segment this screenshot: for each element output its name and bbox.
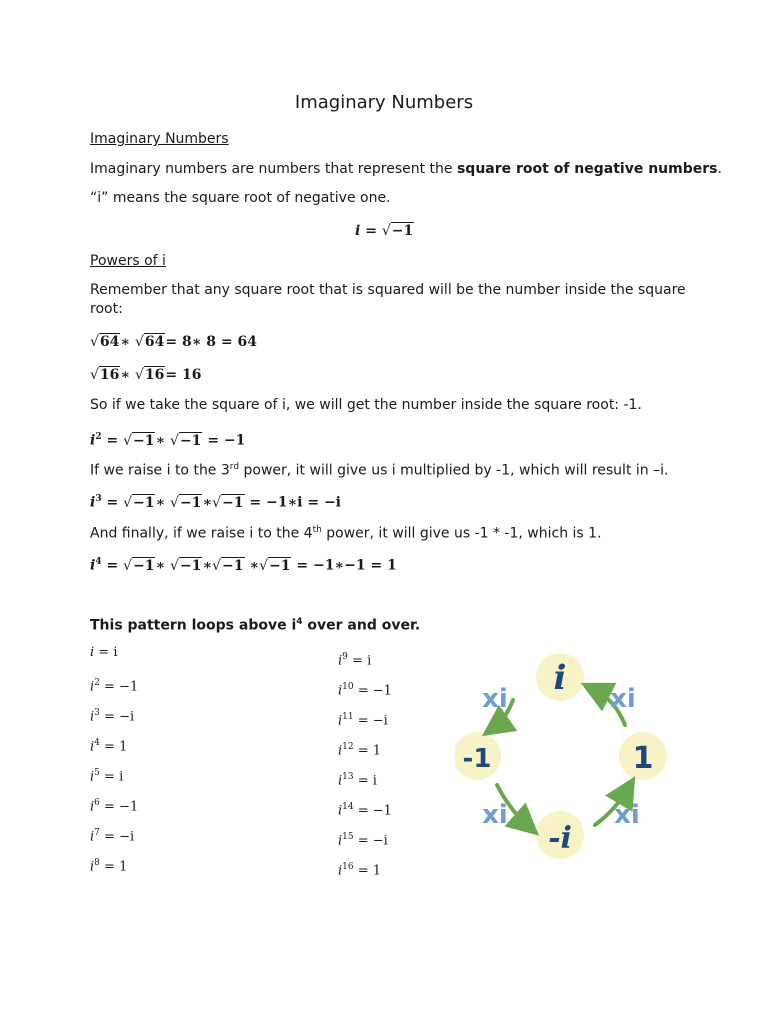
power-value: = i — [99, 769, 124, 785]
def-eq: = — [365, 223, 377, 239]
power-exponent: 16 — [342, 862, 354, 872]
i4-result: = −1∗−1 = 1 — [296, 557, 397, 574]
fourth-sup: th — [312, 525, 322, 535]
power-base: i — [338, 713, 343, 729]
power-row — [90, 704, 134, 726]
power-value: = i — [353, 773, 377, 789]
power-value: = −i — [99, 709, 135, 725]
power-base: i — [90, 769, 95, 785]
third-text-a: If we raise i to the 3 — [90, 462, 230, 479]
power-base: i — [338, 863, 343, 879]
power-value: = 1 — [99, 859, 128, 875]
i3-radicand-a: −1 — [133, 494, 155, 511]
node-right-label: 1 — [632, 741, 654, 776]
ex2-result: = 16 — [165, 367, 202, 383]
ex2-radicand-b: 16 — [144, 367, 165, 383]
third-sup: rd — [229, 462, 240, 472]
power-base: i — [338, 683, 343, 699]
node-bottom — [536, 811, 584, 859]
pattern-text-a: This pattern loops above i — [90, 617, 297, 634]
third-text-b: power, it will give us i multiplied by -1, which will result in –i. — [239, 462, 669, 479]
power-row — [338, 678, 392, 700]
i3-base: i — [90, 494, 96, 511]
remember-text-2: root: — [90, 301, 123, 317]
intro-text: Imaginary numbers are numbers that represent the — [90, 161, 457, 177]
multiplier-bottom-left: xi — [482, 800, 508, 830]
power-row — [90, 674, 138, 696]
i3-radicand-c: −1 — [222, 494, 244, 511]
multiplier-bottom-right: xi — [614, 800, 640, 830]
power-row — [338, 798, 392, 820]
multiplier-top-right: xi — [610, 684, 636, 714]
power-row — [338, 858, 381, 880]
fourth-power-text — [90, 521, 602, 543]
power-row — [338, 738, 381, 760]
power-row — [90, 764, 123, 786]
ex2-radicand-a: 16 — [99, 367, 120, 383]
power-exponent: 2 — [94, 678, 100, 688]
power-row — [90, 824, 134, 846]
power-value: = 1 — [353, 743, 382, 759]
power-row — [338, 768, 377, 790]
i2-radicand: −1 — [133, 432, 155, 449]
power-value: = 1 — [353, 863, 382, 879]
power-value: = −i — [353, 833, 388, 849]
i-fourth-equation: $i^4$ = √−1∗ √−1∗√−1 ∗√−1 = −1∗−1 = 1 — [90, 557, 397, 574]
multiplier-top-left: xi — [482, 684, 508, 714]
pattern-text-b: over and over. — [302, 617, 421, 634]
power-base: i — [338, 803, 343, 819]
section-heading-imaginary-numbers: Imaginary Numbers — [90, 131, 229, 147]
power-value: = −i — [99, 829, 135, 845]
power-base: i — [338, 833, 343, 849]
i2-result: = −1 — [207, 432, 246, 449]
i2-exponent: 2 — [95, 432, 102, 442]
node-top — [536, 653, 584, 701]
node-bottom-label: -i — [548, 821, 572, 856]
power-base: i — [90, 799, 95, 815]
power-row — [90, 644, 118, 662]
power-value: = −1 — [353, 683, 392, 699]
power-value: = i — [94, 645, 118, 660]
power-exponent: 15 — [342, 832, 354, 842]
power-exponent: 13 — [342, 772, 354, 782]
so-text: So if we take the square of i, we will get the number inside the square root: -1. — [90, 397, 642, 413]
i4-radicand-d: −1 — [269, 557, 291, 574]
power-exponent: 9 — [342, 652, 348, 662]
i3-exponent: 3 — [95, 494, 102, 504]
remember-text-1: Remember that any square root that is squared will be the number inside the square — [90, 282, 686, 298]
power-exponent: 5 — [94, 768, 100, 778]
power-value: = −1 — [353, 803, 392, 819]
power-exponent: 8 — [94, 858, 100, 868]
i2-base: i — [90, 432, 96, 449]
i4-base: i — [90, 557, 96, 574]
i3-result: = −1∗i = −i — [249, 494, 342, 511]
i-squared-equation: $i^2$ = √−1∗ √−1 = −1 — [90, 432, 246, 449]
i2-radicand-b: −1 — [179, 432, 202, 449]
power-base: i — [338, 743, 343, 759]
section-heading-powers-of-i: Powers of i — [90, 253, 166, 269]
node-left — [455, 732, 501, 780]
i3-radicand-b: −1 — [179, 494, 202, 511]
example-sqrt-16: √16∗ √16= 16 — [90, 367, 202, 383]
node-top-label: i — [553, 658, 567, 698]
i4-radicand-b: −1 — [179, 557, 202, 574]
power-row — [338, 708, 388, 730]
power-base: i — [90, 859, 95, 875]
power-row — [90, 854, 127, 876]
power-value: = i — [347, 653, 372, 669]
power-base: i — [90, 679, 95, 695]
power-base: i — [90, 645, 95, 660]
power-exponent: 14 — [342, 802, 354, 812]
power-value: = 1 — [99, 739, 128, 755]
power-row — [338, 828, 388, 850]
ex1-radicand-b: 64 — [144, 334, 165, 350]
i-definition-equation — [355, 222, 414, 240]
pattern-loops-text — [90, 613, 420, 635]
power-base: i — [338, 653, 343, 669]
power-base: i — [338, 773, 343, 789]
page-title: Imaginary Numbers — [294, 92, 474, 113]
power-value: = −i — [353, 713, 388, 729]
power-row — [90, 794, 138, 816]
i4-radicand-c: −1 — [222, 557, 244, 574]
power-row — [90, 734, 127, 756]
ex1-radicand-a: 64 — [99, 334, 120, 350]
fourth-text-b: power, it will give us -1 * -1, which is 1. — [321, 525, 602, 542]
power-exponent: 11 — [342, 712, 354, 722]
intro-paragraph — [90, 160, 722, 178]
power-value: = −1 — [99, 799, 139, 815]
ex1-result: = 8∗ 8 = 64 — [165, 334, 257, 350]
power-exponent: 12 — [342, 742, 354, 752]
power-exponent: 7 — [94, 828, 100, 838]
power-exponent: 3 — [94, 708, 100, 718]
def-radicand: −1 — [391, 223, 414, 239]
i-cubed-equation: $i^3$ = √−1∗ √−1∗√−1 = −1∗i = −i — [90, 494, 342, 511]
power-base: i — [90, 709, 95, 725]
intro-bold: square root of negative numbers — [456, 161, 718, 177]
power-exponent: 10 — [342, 682, 354, 692]
i4-exponent: 4 — [95, 557, 102, 567]
third-power-text — [90, 458, 668, 480]
power-value: = −1 — [99, 679, 139, 695]
i4-radicand-a: −1 — [133, 557, 155, 574]
power-exponent: 6 — [94, 798, 100, 808]
power-base: i — [90, 829, 95, 845]
fourth-text-a: And finally, if we raise i to the 4 — [90, 525, 313, 542]
power-row — [338, 648, 371, 670]
intro-end: . — [717, 161, 722, 177]
power-exponent: 4 — [94, 738, 100, 748]
def-lhs: i — [355, 223, 361, 239]
power-base: i — [90, 739, 95, 755]
node-left-label: -1 — [462, 744, 492, 774]
example-sqrt-64: √64∗ √64= 8∗ 8 = 64 — [90, 334, 257, 350]
pattern-sup: 4 — [296, 617, 303, 627]
node-right — [619, 732, 667, 780]
sqrt-symbol: √−1 — [381, 223, 414, 239]
i-means-text: “i” means the square root of negative one. — [90, 190, 391, 206]
powers-cycle-diagram — [455, 645, 685, 875]
